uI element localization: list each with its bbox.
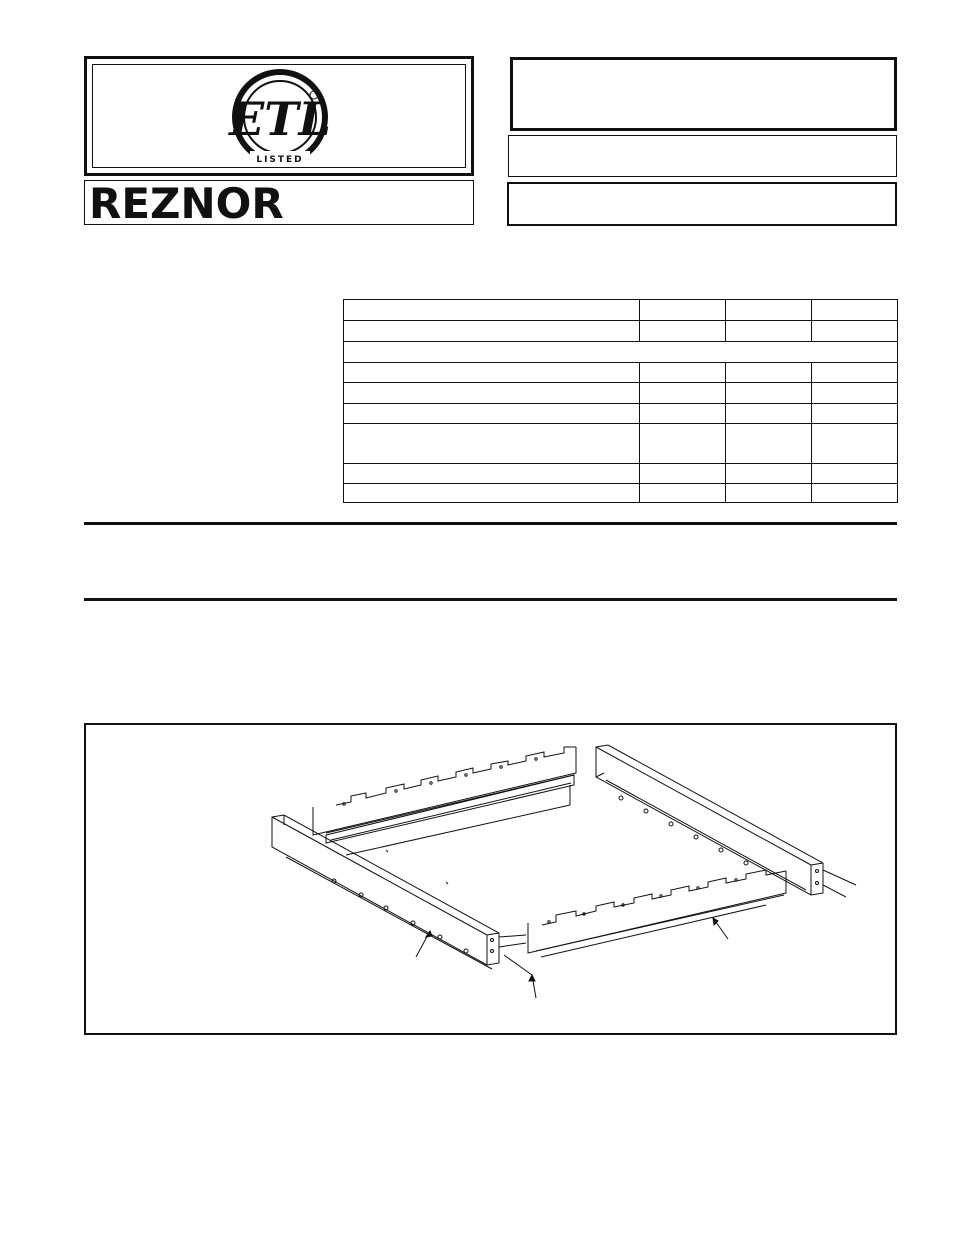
table-row — [344, 424, 898, 464]
table-row — [344, 342, 898, 363]
table-row — [344, 404, 898, 424]
table-row — [344, 300, 898, 321]
certification-logo-inner-border — [92, 64, 466, 168]
right-side-rail — [596, 745, 856, 897]
section-rule-bottom — [84, 598, 897, 601]
back-rail — [313, 747, 576, 855]
table-row — [344, 484, 898, 503]
table-row — [344, 321, 898, 342]
certification-logo-box — [84, 56, 474, 176]
spec-table — [343, 299, 898, 503]
document-subtitle-box — [508, 135, 897, 177]
document-number-box — [507, 182, 897, 226]
figure-box — [84, 723, 897, 1035]
leader-lines — [416, 918, 728, 998]
front-rail — [499, 870, 786, 957]
table-row — [344, 464, 898, 484]
support-frame-kit-drawing-icon — [86, 725, 895, 1033]
left-side-rail — [272, 815, 499, 969]
etl-listed-mark-icon — [228, 65, 338, 175]
table-row — [344, 383, 898, 404]
etl-mark-text: ETL — [229, 92, 331, 146]
document-title-box — [510, 57, 897, 131]
brand-name: REZNOR — [89, 179, 284, 228]
etl-listed-text: LISTED — [256, 155, 304, 165]
brand-box — [84, 179, 474, 228]
table-row — [344, 363, 898, 383]
section-rule-top — [84, 522, 897, 525]
